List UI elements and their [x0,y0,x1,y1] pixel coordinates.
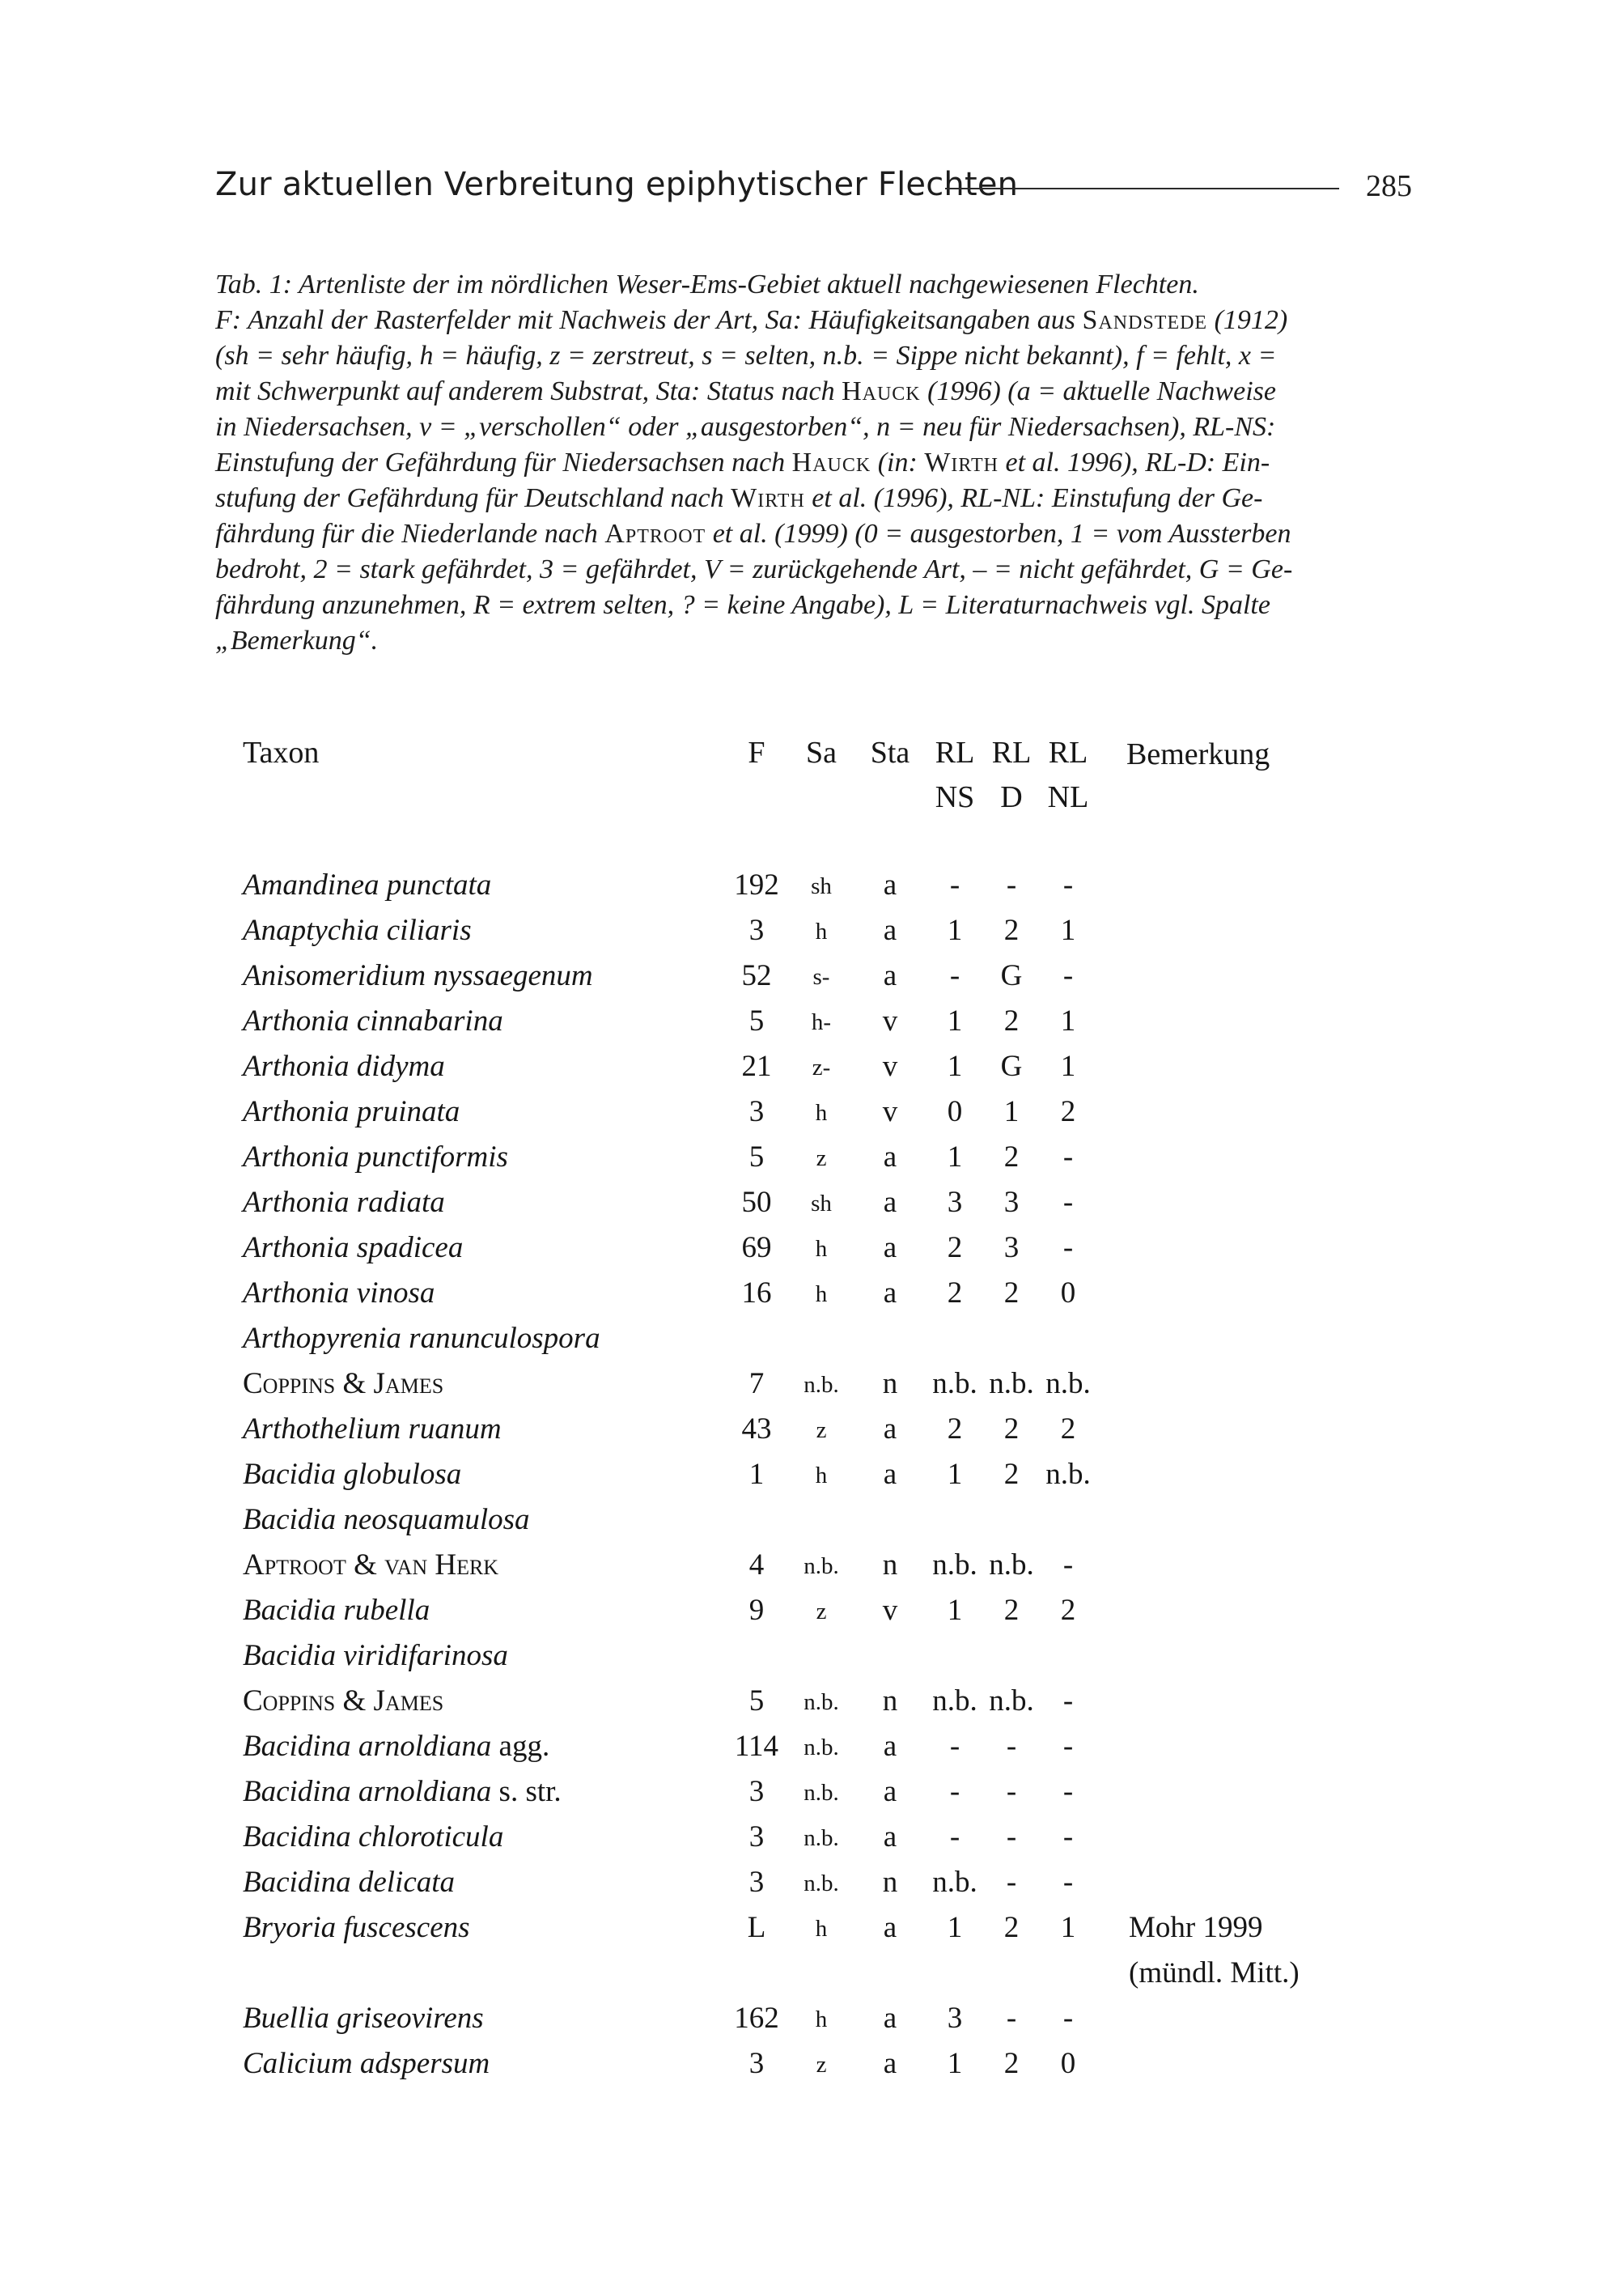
header-sta: Sta [870,736,910,770]
cell-rl-d: 2 [1003,1004,1020,1038]
cell-sta: v [882,1095,898,1128]
cell-sa: h- [811,1009,832,1035]
cell-sta: n [882,1367,898,1400]
taxon-author: Coppins & James [243,1684,444,1718]
taxon-name: Calicium adspersum [243,2047,490,2080]
cell-rl-ns: 1 [947,1458,963,1491]
taxon-name: Arthonia didyma [243,1050,445,1083]
cell-rl-ns: - [949,1730,960,1763]
cell-f: 5 [748,1684,765,1718]
cell-rl-nl: 2 [1060,1594,1076,1627]
cell-sta: a [883,1276,897,1310]
header-rl-nl: RL [1048,736,1088,770]
cell-sa: h [815,1100,828,1126]
cell-sta: a [883,1775,897,1808]
cell-sa: z [816,1599,827,1624]
cell-rl-d: n.b. [989,1367,1034,1400]
caption-line: fährdung anzunehmen, R = extrem selten, ? = keine Angabe), L = Literaturnachweis vgl. Spalte [215,590,1270,620]
cell-sta: v [882,1050,898,1083]
cell-rl-nl: - [1062,1820,1074,1854]
taxon-author: Coppins & James [243,1367,444,1400]
author-name: Aptroot [604,519,706,549]
cell-rl-d: - [1006,1730,1017,1763]
cell-remark: (mündl. Mitt.) [1129,1956,1300,1989]
taxon-author: Aptroot & van Herk [243,1548,499,1582]
cell-sta: n [882,1684,898,1718]
cell-sa: h [815,1916,828,1942]
cell-sta: a [883,2002,897,2035]
cell-rl-ns: 1 [947,1594,963,1627]
cell-rl-ns: 1 [947,2047,963,2080]
cell-f: 3 [748,1775,765,1808]
caption-line: F: Anzahl der Rasterfelder mit Nachweis der Art, Sa: Häufigkeitsangaben aus Sandstede (1912) [215,305,1288,335]
author-name: Hauck [791,448,871,478]
cell-sa: n.b. [804,1735,839,1760]
cell-sta: a [883,1820,897,1854]
cell-rl-ns: 1 [947,1911,963,1944]
cell-rl-d: 3 [1003,1231,1020,1264]
cell-sta: a [883,1412,897,1446]
caption-line: Tab. 1: Artenliste der im nördlichen Weser-Ems-Gebiet aktuell nachgewiesenen Flechten. [215,270,1199,299]
cell-rl-nl: - [1062,868,1074,902]
header-ns: NS [935,780,975,814]
cell-rl-nl: - [1062,1866,1074,1899]
cell-rl-nl: 1 [1060,1050,1076,1083]
taxon-name: Buellia griseovirens [243,2002,484,2035]
caption-line: in Niedersachsen, v = „verschollen“ oder „ausgestorben“, n = neu für Niedersachsen), RL-NS: [215,412,1276,442]
cell-sa: n.b. [804,1870,839,1896]
cell-rl-ns: - [949,868,960,902]
taxon-name: Arthonia radiata [243,1186,445,1219]
caption-line: mit Schwerpunkt auf anderem Substrat, Sta: Status nach Hauck (1996) (a = aktuelle Nachweise [215,376,1276,406]
header-rule [945,188,1339,189]
cell-sa: n.b. [804,1372,839,1398]
cell-rl-d: n.b. [989,1684,1034,1718]
cell-f: 21 [741,1050,772,1083]
header-d: D [1000,780,1023,814]
header-rl-ns: RL [935,736,975,770]
cell-rl-nl: - [1062,2002,1074,2035]
cell-f: 4 [748,1548,765,1582]
header-remark: Bemerkung [1126,737,1270,771]
taxon-name: Amandinea punctata [243,868,492,902]
taxon-name: Arthonia cinnabarina [243,1004,503,1038]
cell-rl-ns: 1 [947,1004,963,1038]
cell-sa: h [815,1281,828,1307]
cell-sta: a [883,2047,897,2080]
cell-rl-ns: 1 [947,1050,963,1083]
cell-f: 192 [734,868,779,902]
cell-sa: z [816,1145,827,1171]
cell-f: 7 [748,1367,765,1400]
cell-sa: h [815,1463,828,1488]
author-name: Wirth [924,448,999,478]
cell-rl-d: - [1006,1866,1017,1899]
cell-sa: n.b. [804,1780,839,1806]
cell-rl-nl: - [1062,1775,1074,1808]
cell-rl-d: G [1000,959,1023,992]
caption-line: (sh = sehr häufig, h = häufig, z = zerstreut, s = selten, n.b. = Sippe nicht bekannt), f = fehlt, x = [215,341,1277,371]
cell-rl-d: - [1006,2002,1017,2035]
cell-f: 3 [748,1866,765,1899]
taxon-name: Bacidia neosquamulosa [243,1503,530,1536]
cell-sta: a [883,1911,897,1944]
cell-f: 3 [748,914,765,947]
cell-rl-nl: n.b. [1045,1458,1091,1491]
header-sa: Sa [806,736,837,770]
cell-rl-d: 2 [1003,1276,1020,1310]
cell-rl-ns: 1 [947,914,963,947]
cell-f: 162 [734,2002,779,2035]
cell-rl-nl: 1 [1060,1911,1076,1944]
caption-line: fährdung für die Niederlande nach Aptroot et al. (1999) (0 = ausgestorben, 1 = vom Aussterben [215,519,1291,549]
cell-rl-ns: - [949,1775,960,1808]
cell-rl-ns: n.b. [932,1684,977,1718]
cell-rl-ns: 3 [947,2002,963,2035]
header-f: F [748,736,765,770]
cell-rl-ns: 0 [947,1095,963,1128]
taxon-name: Arthothelium ruanum [243,1412,502,1446]
cell-f: 43 [741,1412,772,1446]
cell-rl-ns: - [949,959,960,992]
cell-rl-ns: n.b. [932,1548,977,1582]
cell-rl-nl: - [1062,1684,1074,1718]
cell-rl-d: 2 [1003,914,1020,947]
cell-rl-d: 2 [1003,1140,1020,1174]
cell-rl-nl: - [1062,1140,1074,1174]
cell-rl-nl: 1 [1060,1004,1076,1038]
cell-rl-ns: 2 [947,1412,963,1446]
cell-sta: n [882,1548,898,1582]
cell-rl-d: 3 [1003,1186,1020,1219]
cell-f: 16 [741,1276,772,1310]
running-head: Zur aktuellen Verbreitung epiphytischer Flechten [215,166,1019,203]
cell-rl-nl: - [1062,959,1074,992]
caption-line: stufung der Gefährdung für Deutschland nach Wirth et al. (1996), RL-NL: Einstufung der Ge- [215,483,1263,513]
cell-rl-d: 1 [1003,1095,1020,1128]
cell-f: 69 [741,1231,772,1264]
cell-f: 3 [748,2047,765,2080]
cell-sa: s- [812,964,830,990]
cell-sta: a [883,1730,897,1763]
cell-rl-ns: n.b. [932,1367,977,1400]
cell-rl-nl: 0 [1060,2047,1076,2080]
author-name: Hauck [842,376,921,406]
cell-sa: z- [812,1055,831,1081]
cell-sta: a [883,1186,897,1219]
cell-rl-d: 2 [1003,1594,1020,1627]
cell-rl-nl: - [1062,1730,1074,1763]
cell-sta: a [883,1458,897,1491]
taxon-name: Arthonia spadicea [243,1231,464,1264]
header-nl: NL [1047,780,1089,814]
header-taxon: Taxon [243,736,320,770]
taxon-name: Bacidia rubella [243,1594,430,1627]
cell-remark: Mohr 1999 [1129,1911,1263,1944]
cell-sta: a [883,868,897,902]
cell-sa: h [815,1236,828,1262]
cell-sta: n [882,1866,898,1899]
taxon-name: Arthonia vinosa [243,1276,435,1310]
cell-rl-nl: 2 [1060,1412,1076,1446]
cell-sta: a [883,1140,897,1174]
cell-sa: h [815,2006,828,2032]
cell-rl-nl: 2 [1060,1095,1076,1128]
taxon-name: Arthopyrenia ranunculospora [243,1322,600,1355]
cell-rl-d: 2 [1003,1412,1020,1446]
cell-f: 1 [748,1458,765,1491]
cell-sa: n.b. [804,1689,839,1715]
taxon-name: Bryoria fuscescens [243,1911,470,1944]
cell-rl-ns: n.b. [932,1866,977,1899]
cell-sa: sh [811,1191,832,1217]
cell-sta: a [883,1231,897,1264]
taxon-name: Arthonia pruinata [243,1095,460,1128]
cell-rl-d: - [1006,868,1017,902]
table-caption [215,267,1413,659]
cell-f: 3 [748,1820,765,1854]
caption-line: Einstufung der Gefährdung für Niedersachsen nach Hauck (in: Wirth et al. 1996), RL-D: Ein- [215,448,1270,478]
cell-sa: n.b. [804,1553,839,1579]
page-number: 285 [1366,169,1412,203]
cell-rl-d: G [1000,1050,1023,1083]
cell-rl-d: - [1006,1820,1017,1854]
cell-sa: n.b. [804,1825,839,1851]
cell-rl-ns: 2 [947,1276,963,1310]
caption-line: „Bemerkung“. [215,626,379,656]
taxon-name: Bacidina chloroticula [243,1820,504,1854]
cell-rl-ns: - [949,1820,960,1854]
cell-rl-nl: n.b. [1045,1367,1091,1400]
author-name: Sandstede [1082,305,1208,335]
cell-sa: z [816,2052,827,2078]
cell-rl-nl: 0 [1060,1276,1076,1310]
cell-rl-nl: 1 [1060,914,1076,947]
cell-sta: a [883,914,897,947]
cell-f: 3 [748,1095,765,1128]
author-name: Wirth [731,483,805,513]
cell-f: 52 [741,959,772,992]
taxon-name: Anaptychia ciliaris [243,914,472,947]
cell-f: 50 [741,1186,772,1219]
cell-sta: a [883,959,897,992]
cell-rl-ns: 1 [947,1140,963,1174]
cell-f: 114 [734,1730,779,1763]
taxon-name: Arthonia punctiformis [243,1140,508,1174]
cell-f: L [747,1911,766,1944]
cell-rl-nl: - [1062,1186,1074,1219]
cell-rl-d: 2 [1003,1911,1020,1944]
taxon-name: Bacidia viridifarinosa [243,1639,508,1672]
caption-line: bedroht, 2 = stark gefährdet, 3 = gefährdet, V = zurückgehende Art, – = nicht gefährdet, G = Ge- [215,554,1293,584]
cell-sa: sh [811,873,832,899]
taxon-name: Bacidia globulosa [243,1458,462,1491]
cell-rl-ns: 2 [947,1231,963,1264]
cell-sta: v [882,1594,898,1627]
cell-rl-nl: - [1062,1548,1074,1582]
cell-rl-ns: 3 [947,1186,963,1219]
cell-f: 5 [748,1004,765,1038]
cell-rl-nl: - [1062,1231,1074,1264]
taxon-name: Anisomeridium nyssaegenum [243,959,593,992]
cell-rl-d: 2 [1003,2047,1020,2080]
taxon-name: Bacidina arnoldiana agg. [243,1730,550,1763]
taxon-name: Bacidina delicata [243,1866,456,1899]
cell-rl-d: n.b. [989,1548,1034,1582]
taxon-name: Bacidina arnoldiana s. str. [243,1775,562,1808]
cell-sa: h [815,919,828,945]
cell-rl-d: 2 [1003,1458,1020,1491]
cell-rl-d: - [1006,1775,1017,1808]
cell-sa: z [816,1417,827,1443]
cell-f: 5 [748,1140,765,1174]
cell-sta: v [882,1004,898,1038]
header-rl-d: RL [991,736,1032,770]
cell-f: 9 [748,1594,765,1627]
